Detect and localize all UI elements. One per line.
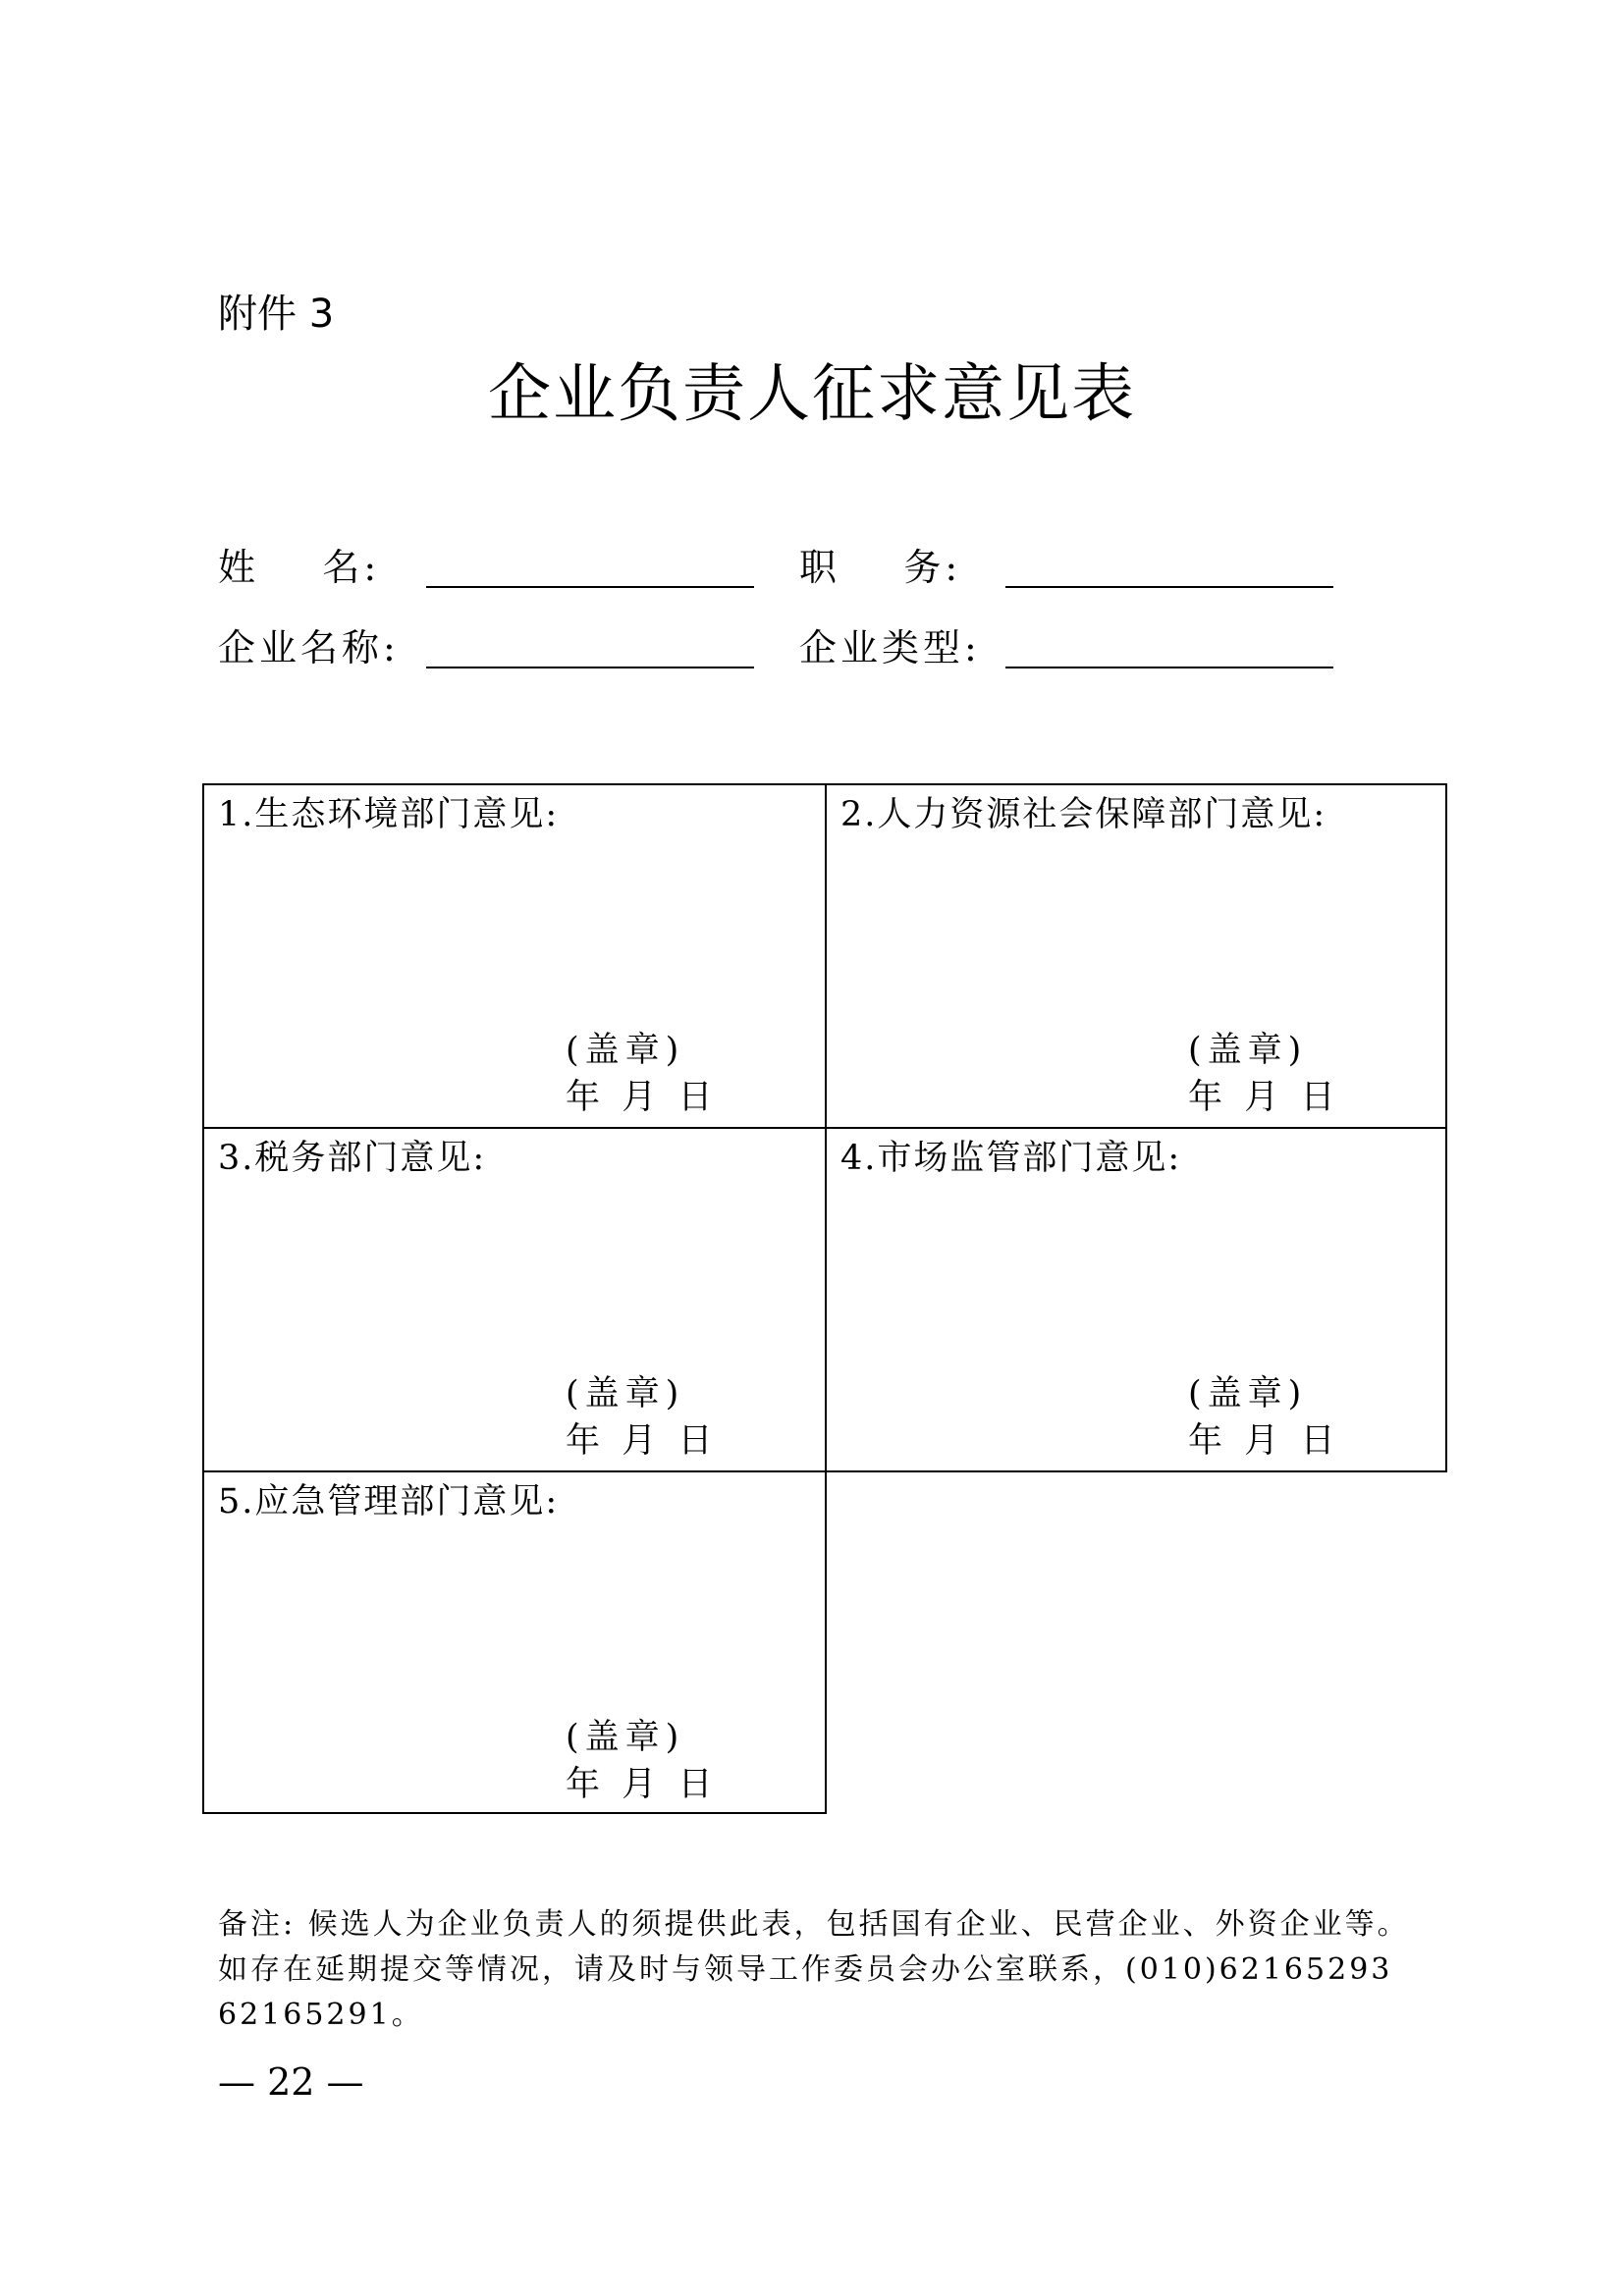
opinion-cell-human-resources [825, 783, 1447, 1129]
name-field-line[interactable] [426, 586, 754, 588]
attachment-label: 附件 3 [218, 292, 335, 337]
company-type-field-line[interactable] [1005, 667, 1333, 668]
position-field-line[interactable] [1005, 586, 1333, 588]
opinion-cell-environment [202, 783, 827, 1129]
position-label: 职 务: [799, 546, 962, 589]
seal-label: (盖章) [1188, 1031, 1308, 1070]
opinion-table [202, 783, 1447, 1814]
name-label: 姓 名: [218, 546, 381, 589]
date-label: 年 月 日 [1188, 1078, 1335, 1117]
opinion-cell-title: 2.人力资源社会保障部门意见: [840, 795, 1327, 834]
opinion-cell-emergency-management [202, 1470, 827, 1814]
note-line: 备注: 候选人为企业负责人的须提供此表，包括国有企业、民营企业、外资企业等。 [218, 1907, 1410, 1942]
seal-label: (盖章) [566, 1374, 685, 1414]
seal-label: (盖章) [1188, 1374, 1308, 1414]
company-name-field-line[interactable] [426, 667, 754, 668]
date-label: 年 月 日 [566, 1078, 713, 1117]
date-label: 年 月 日 [1188, 1421, 1335, 1461]
seal-label: (盖章) [566, 1718, 685, 1757]
company-name-label: 企业名称: [218, 626, 400, 669]
opinion-cell-tax [202, 1127, 827, 1472]
date-label: 年 月 日 [566, 1765, 713, 1804]
date-label: 年 月 日 [566, 1421, 713, 1461]
note-block [218, 1902, 1445, 2038]
opinion-cell-title: 5.应急管理部门意见: [218, 1482, 560, 1522]
seal-label: (盖章) [566, 1031, 685, 1070]
page-number: — 22 — [218, 2060, 364, 2104]
opinion-cell-title: 4.市场监管部门意见: [840, 1139, 1182, 1178]
opinion-cell-market-supervision [825, 1127, 1447, 1472]
opinion-cell-title: 3.税务部门意见: [218, 1139, 487, 1178]
note-line: 如存在延期提交等情况，请及时与领导工作委员会办公室联系，(010)62165293 [218, 1952, 1393, 1987]
company-type-label: 企业类型: [799, 626, 981, 669]
note-line: 62165291。 [218, 1998, 424, 2032]
page-title: 企业负责人征求意见表 [488, 358, 1136, 431]
opinion-cell-title: 1.生态环境部门意见: [218, 795, 560, 834]
